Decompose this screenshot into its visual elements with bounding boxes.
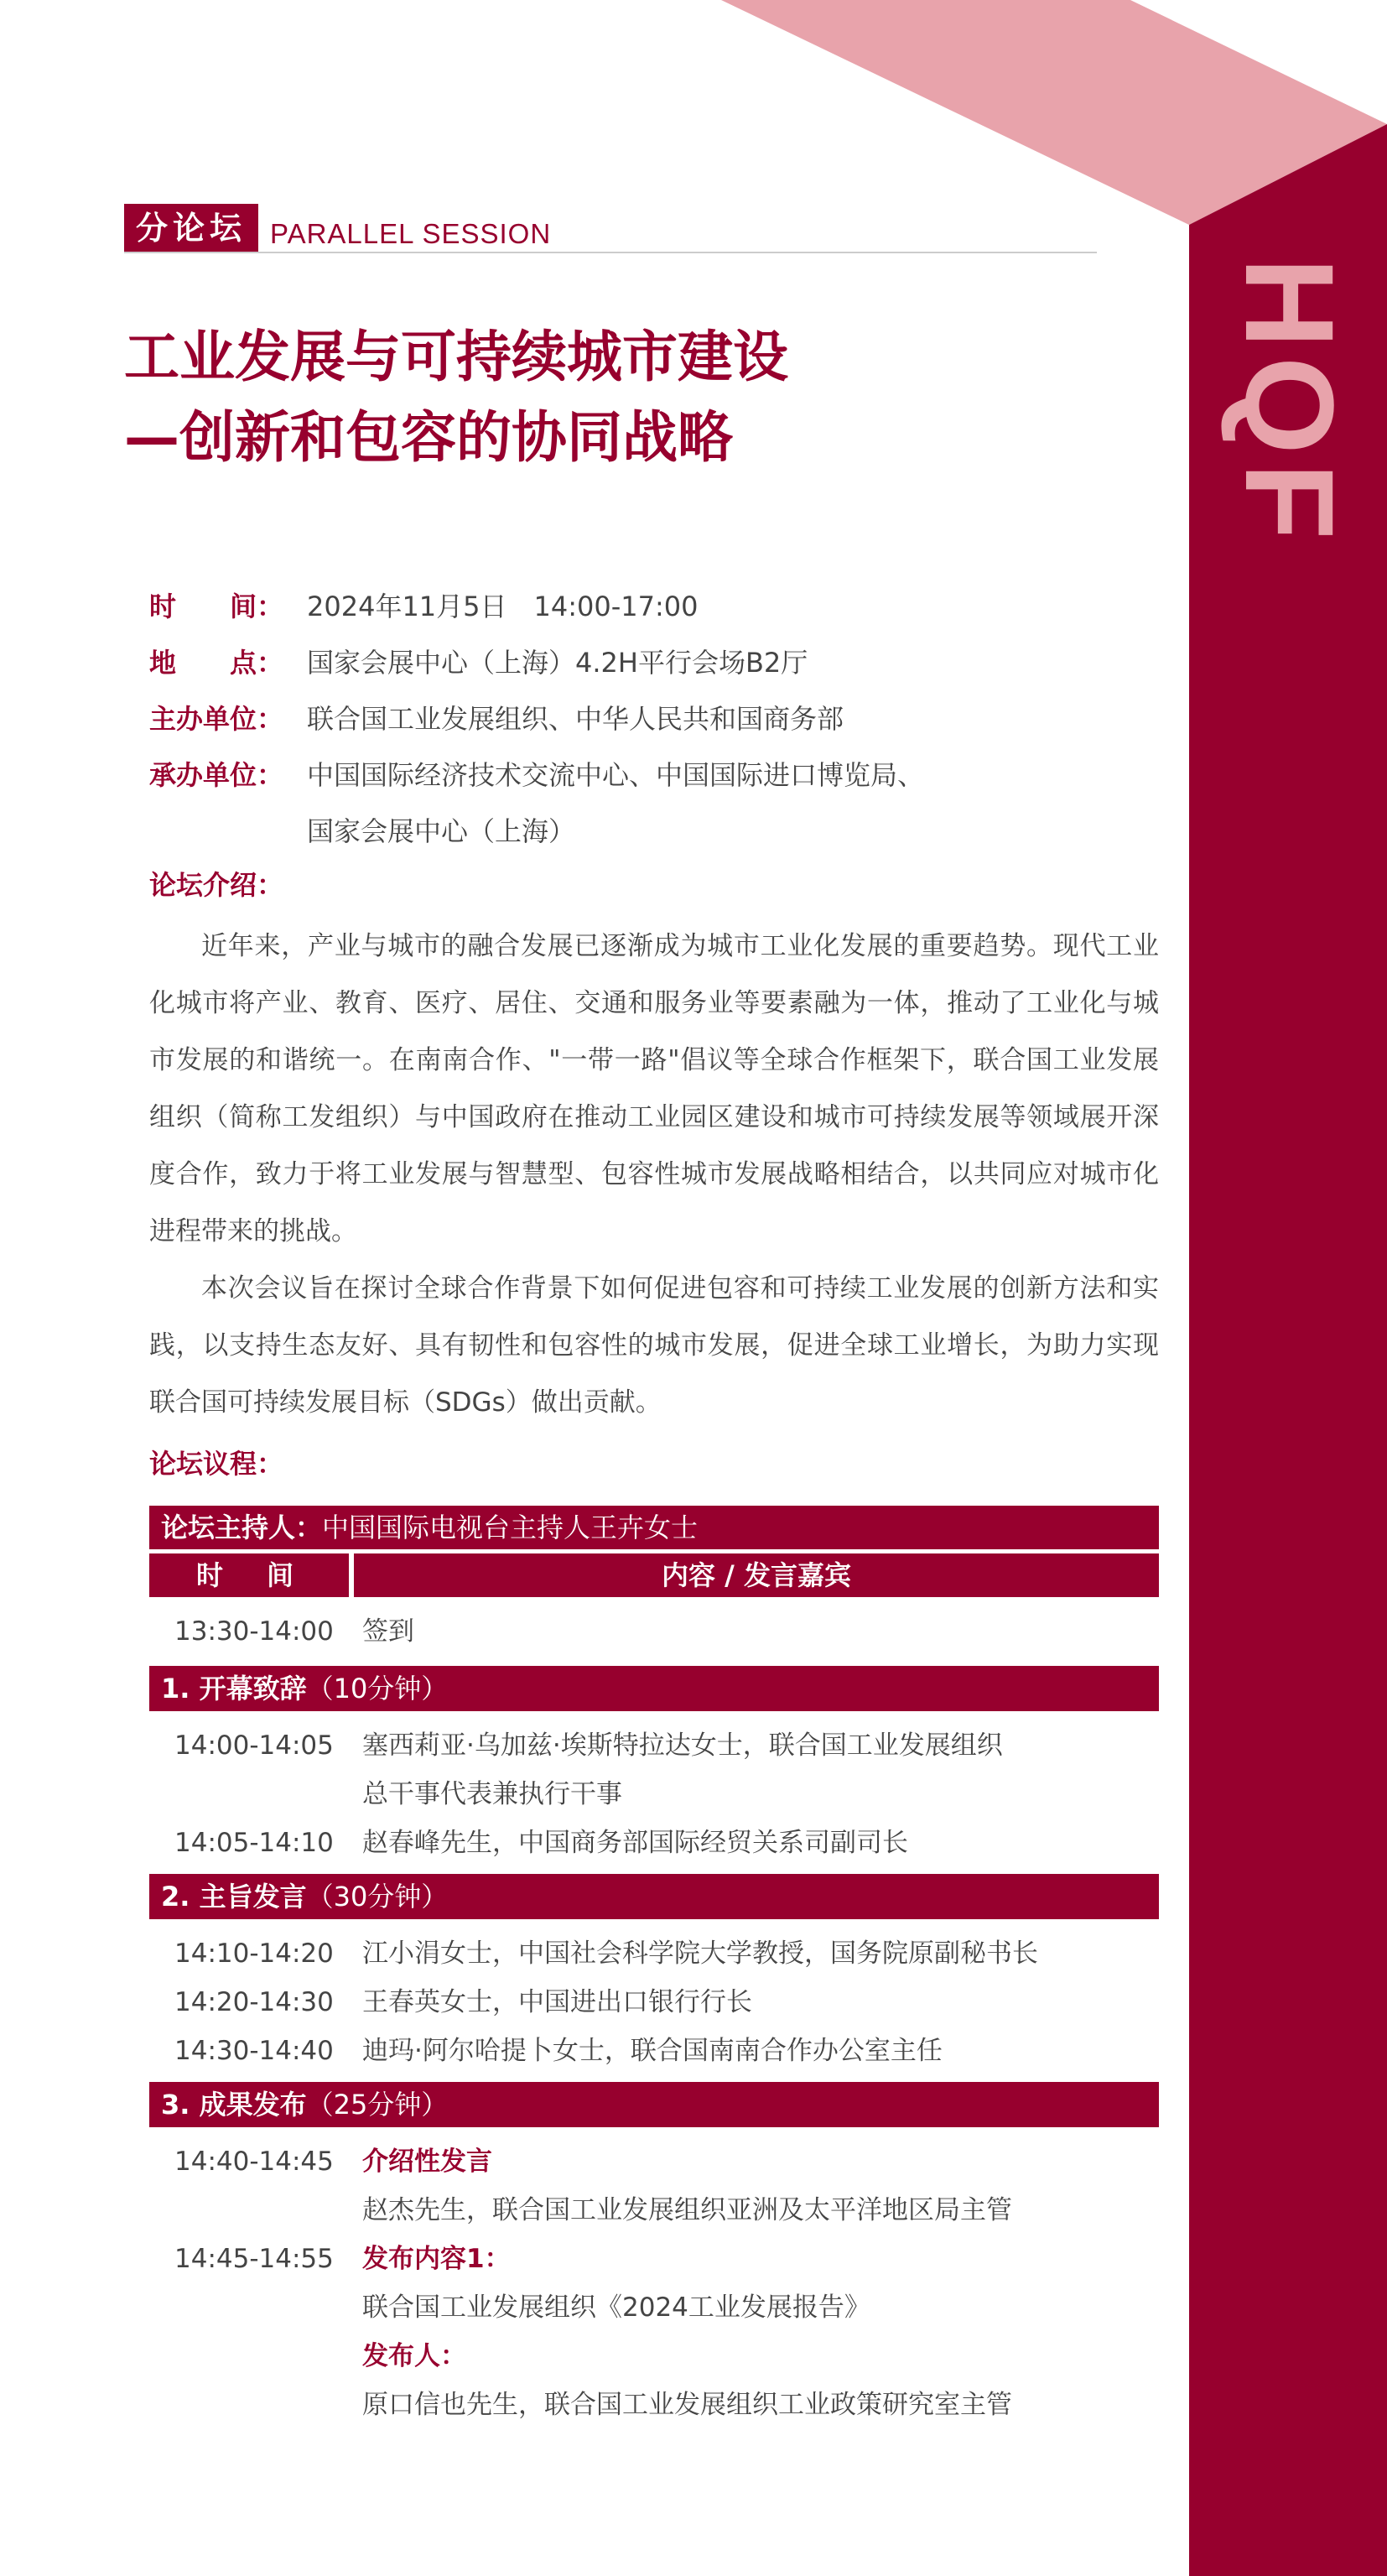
session-tag-en: PARALLEL SESSION (270, 218, 552, 249)
agenda-section-2 (149, 1874, 1159, 1919)
row-time: 14:45-14:55 (174, 2244, 334, 2274)
info-organizer-label: 承办单位： (149, 759, 284, 791)
table-row (149, 1819, 1159, 1867)
agenda-host-value: 中国国际电视台主持人王卉女士 (322, 1512, 699, 1543)
agenda-table (149, 1506, 1159, 2429)
agenda-col-content: 内容 / 发言嘉宾 (354, 1553, 1159, 1597)
info-host (149, 691, 1189, 747)
row-content-line: 原口信也先生，联合国工业发展组织工业政策研究室主管 (362, 2390, 1012, 2420)
row-time: 14:30-14:40 (174, 2036, 334, 2066)
row-content (362, 1721, 1159, 1819)
table-row (149, 1929, 1159, 1978)
info-organizer-line-1: 中国国际经济技术交流中心、中国国际进口博览局、 (307, 759, 925, 791)
intro-paragraph-1: 近年来，产业与城市的融合发展已逐渐成为城市工业化发展的重要趋势。现代工业化城市将产业、教育、医疗、居住、交通和服务业等要素融为一体，推动了工业化与城市发展的和谐统一。在南南合作、"一带一路"倡议等全球合作框架下，联合国工业发展组织（简称工发组织）与中国政府在推动工业园区建设和城市可持续发展等领域展开深度合作，致力于将工业发展与智慧型、包容性城市发展战略相结合，以共同应对城市化进程带来的挑战。 (149, 931, 1159, 1246)
row-time: 14:20-14:30 (174, 1987, 334, 2017)
row-content-label: 发布内容1： (362, 2244, 511, 2274)
agenda-host-label: 论坛主持人： (161, 1512, 323, 1543)
row-content-label: 介绍性发言 (362, 2147, 492, 2177)
agenda-host-bar (149, 1506, 1159, 1549)
row-content: 王春英女士，中国进出口银行行长 (362, 1987, 752, 2017)
table-row (149, 2235, 1159, 2429)
agenda-header-row (149, 1553, 1159, 1597)
intro-text (149, 918, 1159, 1431)
table-row (149, 2137, 1159, 2235)
row-content: 签到 (362, 1616, 414, 1647)
session-tag-cn: 分论坛 (124, 204, 258, 252)
title-line-2: —创新和包容的协同战略 (124, 405, 733, 470)
row-content-line: 赵杰先生，联合国工业发展组织亚洲及太平洋地区局主管 (362, 2195, 1012, 2225)
table-row (149, 1607, 1159, 1656)
table-row (149, 1978, 1159, 2027)
row-content: 赵春峰先生，中国商务部国际经贸关系司副司长 (362, 1828, 908, 1858)
section-duration: （30分钟） (306, 1881, 449, 1912)
row-time: 14:10-14:20 (174, 1939, 334, 1969)
info-host-label: 主办单位： (149, 703, 284, 735)
row-time: 13:30-14:00 (174, 1616, 334, 1647)
agenda-col-time: 时 间 (149, 1553, 349, 1597)
info-organizer (149, 747, 1189, 860)
session-tag (124, 204, 551, 252)
section-title: 1. 开幕致辞 (161, 1673, 307, 1704)
agenda-heading: 论坛议程： (149, 1448, 284, 1480)
section-duration: （10分钟） (306, 1673, 449, 1704)
info-venue-value: 国家会展中心（上海）4.2H平行会场B2厅 (307, 647, 808, 679)
row-content-line: 总干事代表兼执行干事 (362, 1779, 622, 1809)
info-time (149, 579, 1189, 635)
info-time-label: 时 间： (149, 591, 284, 622)
row-content (362, 2137, 1159, 2235)
row-content-label: 发布人： (362, 2341, 466, 2371)
table-row (149, 2027, 1159, 2075)
agenda-section-1 (149, 1666, 1159, 1711)
row-content: 江小涓女士，中国社会科学院大学教授，国务院原副秘书长 (362, 1939, 1038, 1969)
row-time: 14:40-14:45 (174, 2147, 334, 2177)
section-title: 3. 成果发布 (161, 2089, 307, 2121)
title-line-1: 工业发展与可持续城市建设 (124, 325, 788, 389)
info-time-value: 2024年11月5日 14:00-17:00 (307, 591, 699, 622)
table-row (149, 1721, 1159, 1819)
session-info (149, 579, 1189, 860)
row-time: 14:00-14:05 (174, 1730, 334, 1761)
info-organizer-value (307, 747, 924, 860)
row-time: 14:05-14:10 (174, 1828, 334, 1858)
row-content (362, 2235, 1159, 2429)
page-title (124, 317, 1130, 478)
section-title: 2. 主旨发言 (161, 1881, 307, 1912)
info-host-value: 联合国工业发展组织、中华人民共和国商务部 (307, 703, 844, 735)
info-venue (149, 635, 1189, 691)
intro-heading: 论坛介绍： (149, 869, 284, 901)
info-organizer-line-2: 国家会展中心（上海） (307, 815, 576, 847)
row-content-line: 联合国工业发展组织《2024工业发展报告》 (362, 2292, 870, 2323)
tag-divider (124, 252, 1097, 253)
hqf-side-mark: HQF (1219, 257, 1360, 549)
agenda-section-3 (149, 2082, 1159, 2127)
row-content-line: 塞西莉亚·乌加兹·埃斯特拉达女士，联合国工业发展组织 (362, 1730, 1003, 1761)
info-venue-label: 地 点： (149, 647, 284, 679)
row-content: 迪玛·阿尔哈提卜女士，联合国南南合作办公室主任 (362, 2036, 943, 2066)
intro-paragraph-2: 本次会议旨在探讨全球合作背景下如何促进包容和可持续工业发展的创新方法和实践，以支持生态友好、具有韧性和包容性的城市发展，促进全球工业增长，为助力实现联合国可持续发展目标（SDGs）做出贡献。 (149, 1273, 1159, 1418)
section-duration: （25分钟） (306, 2089, 449, 2121)
